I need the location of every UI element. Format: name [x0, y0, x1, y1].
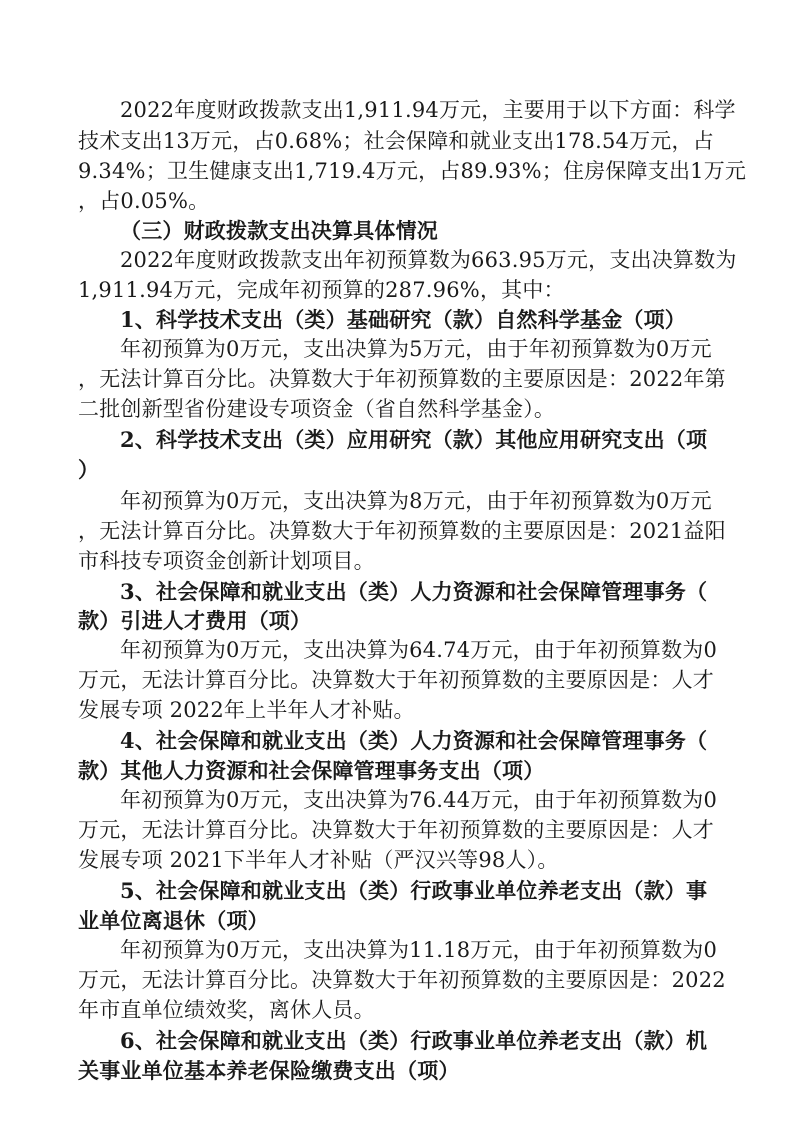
- body-line: 二批创新型省份建设专项资金（省自然科学基金）。: [78, 397, 556, 421]
- body-line: 技术支出13万元，占0.68%；社会保障和就业支出178.54万元，占: [78, 129, 714, 153]
- item-heading: 款）其他人力资源和社会保障管理事务支出（项）: [78, 758, 545, 783]
- item-heading: ）: [78, 457, 100, 482]
- item-heading: 关事业单位基本养老保险缴费支出（项）: [78, 1058, 460, 1083]
- body-line: 年初预算为0万元，支出决算为76.44万元，由于年初预算数为0: [120, 788, 718, 812]
- body-line: 2022年度财政拨款支出1,911.94万元，主要用于以下方面：科学: [120, 98, 736, 122]
- body-line: 年初预算为0万元，支出决算为8万元，由于年初预算数为0万元: [120, 489, 712, 513]
- item-heading: 2、科学技术支出（类）应用研究（款）其他应用研究支出（项: [120, 427, 708, 452]
- body-line: 年市直单位绩效奖，离休人员。: [78, 998, 375, 1022]
- body-line: 年初预算为0万元，支出决算为64.74万元，由于年初预算数为0: [120, 638, 718, 662]
- item-heading: 4、社会保障和就业支出（类）人力资源和社会保障管理事务（: [120, 728, 708, 753]
- item-heading: 6、社会保障和就业支出（类）行政事业单位养老支出（款）机: [120, 1028, 708, 1053]
- item-heading: 业单位离退休（项）: [78, 908, 269, 933]
- item-heading: 5、社会保障和就业支出（类）行政事业单位养老支出（款）事: [120, 878, 708, 903]
- body-line: 发展专项 2021下半年人才补贴（严汉兴等98人）。: [78, 848, 559, 872]
- body-line: 1,911.94万元，完成年初预算的287.96%，其中：: [78, 278, 565, 302]
- body-line: 年初预算为0万元，支出决算为5万元，由于年初预算数为0万元: [120, 337, 712, 361]
- body-line: 年初预算为0万元，支出决算为11.18万元，由于年初预算数为0: [120, 938, 718, 962]
- body-line: 市科技专项资金创新计划项目。: [78, 549, 375, 573]
- body-line: ，无法计算百分比。决算数大于年初预算数的主要原因是：2021益阳: [78, 519, 726, 543]
- body-line: ，占0.05%。: [78, 189, 210, 213]
- body-line: 9.34%；卫生健康支出1,719.4万元，占89.93%；住房保障支出1万元: [78, 159, 747, 183]
- body-line: 发展专项 2022年上半年人才补贴。: [78, 698, 415, 722]
- section-title: （三）财政拨款支出决算具体情况: [120, 218, 438, 243]
- item-heading: 3、社会保障和就业支出（类）人力资源和社会保障管理事务（: [120, 579, 708, 604]
- item-heading: 1、科学技术支出（类）基础研究（款）自然科学基金（项）: [120, 307, 687, 332]
- body-line: 万元，无法计算百分比。决算数大于年初预算数的主要原因是：人才: [78, 668, 714, 692]
- body-line: ，无法计算百分比。决算数大于年初预算数的主要原因是：2022年第: [78, 367, 726, 391]
- item-heading: 款）引进人才费用（项）: [78, 608, 312, 633]
- body-line: 万元，无法计算百分比。决算数大于年初预算数的主要原因是：人才: [78, 818, 714, 842]
- body-line: 万元，无法计算百分比。决算数大于年初预算数的主要原因是：2022: [78, 968, 726, 992]
- body-line: 2022年度财政拨款支出年初预算数为663.95万元，支出决算数为: [120, 248, 737, 272]
